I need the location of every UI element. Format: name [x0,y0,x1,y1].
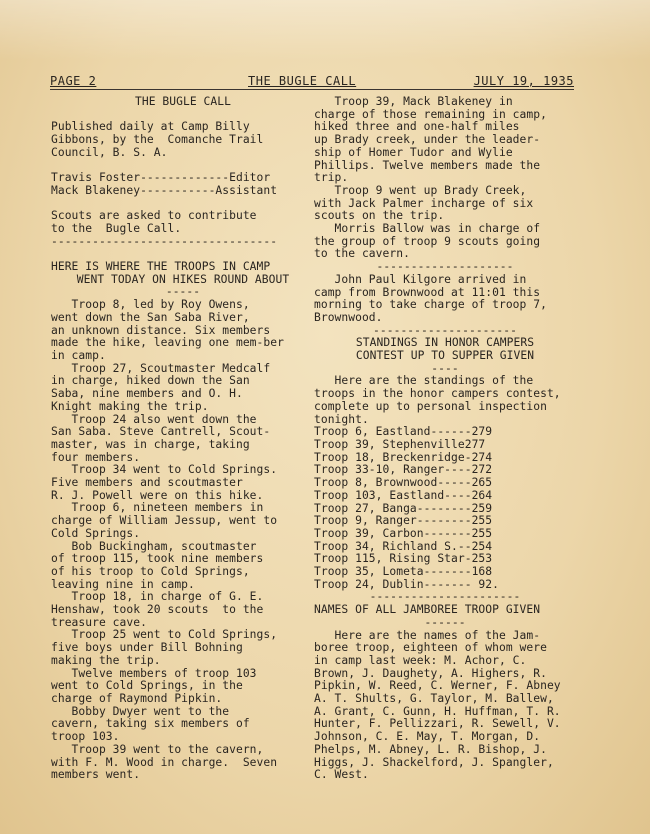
text-line: ----- [165,285,201,299]
text-line: charge of those remaining in camp, [314,107,547,121]
text-line: boree troop, eighteen of whom were [314,641,547,655]
text-line: Troop 18, in charge of G. E. [51,590,264,604]
text-line: cavern, taking six members of [51,717,250,731]
text-line: Twelve members of troop 103 [51,666,257,680]
text-line: Higgs, J. Shackelford, J. Spangler, [314,755,554,769]
text-line: Travis Foster-------------Editor [51,171,271,185]
text-line: troops in the honor campers contest, [314,387,561,401]
text-line: Pipkin, W. Reed, C. Werner, F. Abney [314,679,561,693]
text-line: members went. [51,768,141,782]
text-line: in charge, hiked down the San [51,374,250,388]
text-line: an unknown distance. Six members [51,323,271,337]
newsletter-title: THE BUGLE CALL [248,74,357,88]
text-line: the group of troop 9 scouts going [314,234,541,248]
text-line: leaving nine in camp. [51,577,195,591]
text-line: Bob Buckingham, scoutmaster [51,539,257,553]
text-line: scouts on the trip. [314,209,445,223]
text-line: Troop 34 went to Cold Springs. [51,463,278,477]
text-line: Troop 8, Brownwood-----265 [314,476,493,490]
text-line: hiked three and one-half miles [314,120,520,134]
text-line: Troop 115, Rising Star-253 [314,552,493,566]
text-line: Troop 24 also went down the [51,412,257,426]
text-line: went to Cold Springs, in the [51,679,243,693]
text-line: troop 103. [51,730,120,744]
text-line: Troop 6, Eastland------279 [314,425,493,439]
text-line: Troop 9 went up Brady Creek, [314,183,527,197]
text-line: Troop 33-10, Ranger----272 [314,463,493,477]
text-line: went down the San Saba River, [51,310,250,324]
text-line: San Saba. Steve Cantrell, Scout- [51,425,271,439]
page-header [50,74,574,90]
text-line: WENT TODAY ON HIKES ROUND ABOUT [76,272,290,286]
text-line: Cold Springs. [51,526,141,540]
text-line: R. J. Powell were on this hike. [51,488,264,502]
text-line: Here are the standings of the [314,374,534,388]
text-line: Troop 27, Scoutmaster Medcalf [51,361,271,375]
text-line: Brownwood. [314,310,383,324]
text-line: Troop 39, Stephenville277 [314,437,486,451]
text-line: to the cavern. [314,247,410,261]
text-line: Troop 24, Dublin------- 92. [314,577,499,591]
text-line: Troop 34, Richland S.--254 [314,539,493,553]
text-line: Bobby Dwyer went to the [51,704,230,718]
text-line: HERE IS WHERE THE TROOPS IN CAMP [51,260,271,274]
text-line: Troop 6, nineteen members in [51,501,264,515]
text-line: Troop 39 went to the cavern, [51,742,264,756]
text-line: of his troop to Cold Springs, [51,564,250,578]
text-line: ------ [424,615,466,629]
text-line: Scouts are asked to contribute [51,209,257,223]
text-line: Brown, J. Daughety, A. Highers, R. [314,666,547,680]
right-column [314,96,576,782]
text-line: Troop 9, Ranger--------255 [314,514,493,528]
text-line: to the Bugle Call. [51,221,182,235]
text-line: Troop 39, Mack Blakeney in [314,95,513,108]
text-line: tonight. [314,412,369,426]
text-line: of troop 115, took nine members [51,552,264,566]
text-line: C. West. [314,768,369,782]
text-line: five boys under Bill Bohning [51,641,243,655]
text-line: up Brady creek, under the leader- [314,133,541,147]
text-line: made the hike, leaving one mem-ber [51,336,284,350]
text-line: A. Grant, C. Gunn, H. Huffman, T. R. [314,704,561,718]
text-line: John Paul Kilgore arrived in [314,272,527,286]
text-line: complete up to personal inspection [314,399,547,413]
text-line: Here are the names of the Jam- [314,628,541,642]
text-line: Troop 39, Carbon-------255 [314,526,493,540]
text-line: trip. [314,171,349,185]
text-line: morning to take charge of troop 7, [314,298,547,312]
text-line: four members. [51,450,141,464]
text-line: Troop 27, Banga--------259 [314,501,493,515]
text-line: Five members and scoutmaster [51,476,243,490]
text-line: Phillips. Twelve members made the [314,158,541,172]
text-line: Gibbons, by the Comanche Trail [51,133,264,147]
text-line: Johnson, C. E. May, T. Morgan, D. [314,730,541,744]
text-line: Phelps, M. Abney, L. R. Bishop, J. [314,742,547,756]
text-line: --------------------- [373,323,517,337]
text-line: master, was in charge, taking [51,437,250,451]
text-line: camp from Brownwood at 11:01 this [314,285,541,299]
text-line: Mack Blakeney-----------Assistant [51,183,278,197]
text-line: Troop 25 went to Cold Springs, [51,628,278,642]
text-line: ship of Homer Tudor and Wylie [314,145,513,159]
text-line: with Jack Palmer incharge of six [314,196,534,210]
text-line: with F. M. Wood in charge. Seven [51,755,278,769]
text-line: Council, B. S. A. [51,145,168,159]
text-line: -------------------- [376,260,514,274]
text-line: Knight making the trip. [51,399,209,413]
text-line: Troop 18, Breckenridge-274 [314,450,493,464]
text-line: NAMES OF ALL JAMBOREE TROOP GIVEN [314,603,541,617]
text-line: Morris Ballow was in charge of [314,222,541,236]
left-column [51,96,315,782]
text-line: Troop 35, Lometa-------168 [314,565,493,579]
text-line: charge of Raymond Pipkin. [51,691,223,705]
text-line: A. T. Shults, G. Taylor, M. Ballew, [314,692,554,706]
page-number: PAGE 2 [50,74,97,88]
text-line: ---------------------- [369,590,521,604]
text-line: Saba, nine members and O. H. [51,387,243,401]
text-line: charge of William Jessup, went to [51,514,278,528]
text-line: in camp last week: M. Achor, C. [314,653,527,667]
text-line: in camp. [51,349,106,362]
text-line: treasure cave. [51,615,147,629]
paper-fold-shading [0,0,650,60]
text-line: making the trip. [51,653,161,667]
text-line: Hunter, F. Pellizzari, R. Sewell, V. [314,717,561,731]
issue-date: JULY 19, 1935 [473,74,574,88]
text-line: Henshaw, took 20 scouts to the [51,603,264,617]
text-line: CONTEST UP TO SUPPER GIVEN [355,349,535,363]
text-line: Troop 103, Eastland----264 [314,488,493,502]
text-line: --------------------------------- [51,234,278,248]
text-line: Published daily at Camp Billy [51,120,250,134]
text-line: Troop 8, led by Roy Owens, [51,298,250,312]
text-line: THE BUGLE CALL [135,95,231,108]
text-line: ---- [431,361,459,375]
text-line: STANDINGS IN HONOR CAMPERS [355,336,535,350]
